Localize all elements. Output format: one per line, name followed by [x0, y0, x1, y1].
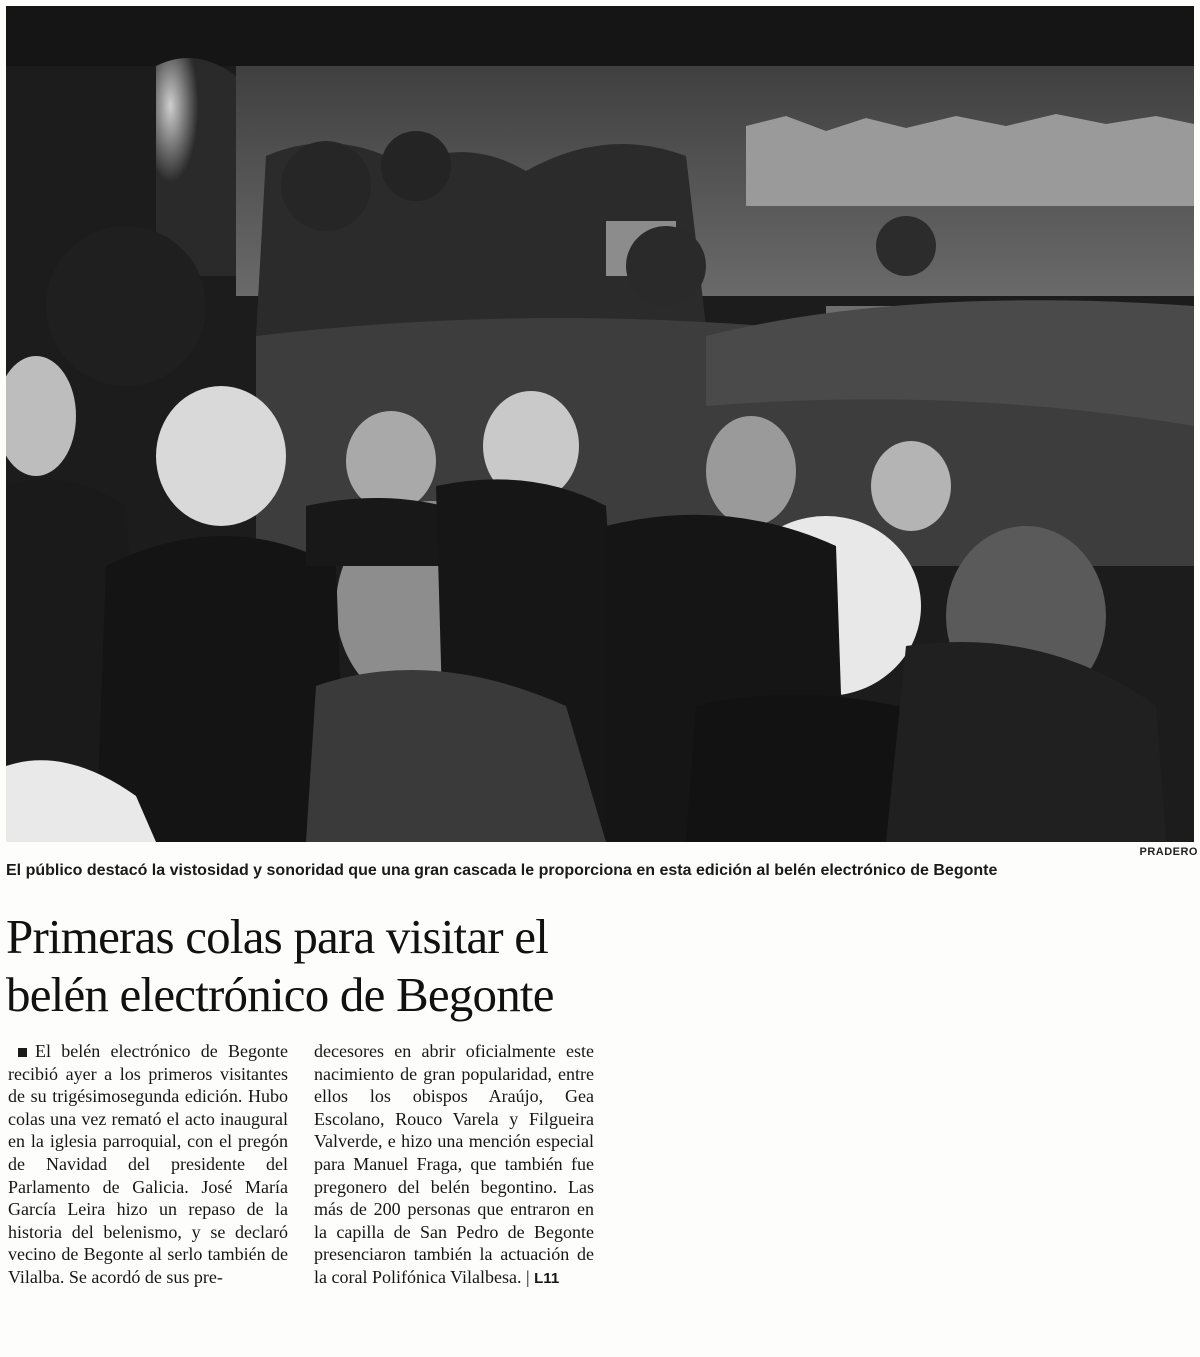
headline: Primeras colas para visitar el belén electrónico de Begonte [6, 909, 554, 1022]
column-1-text: El belén electrónico de Begonte recibió ayer a los primeros visitantes de su trigésimosegunda edición. Hubo colas una vez remató el acto inaugural en la iglesia parroquial, con el pregón de Navidad del presidente del Parlamento de Galicia. José María García Leira hizo un repaso de la historia del belenismo, y se declaró vecino de Begonte al serlo también de Vilalba. Se acordó de sus pre- [8, 1041, 288, 1287]
page-reference: L11 [534, 1269, 560, 1287]
article-column-1 [8, 1040, 288, 1289]
column-2-text: decesores en abrir oficialmente este nacimiento de gran popularidad, entre ellos los obispos Araújo, Gea Escolano, Rouco Varela y Filgueira Valverde, e hizo una mención especial para Manuel Fraga, que también fue pregonero del belén begontino. Las más de 200 personas que entraron en la capilla de San Pedro de Begonte presenciaron también la actuación de la coral Polifónica Vilalbesa. [314, 1041, 594, 1287]
nativity-scene-photo [6, 6, 1194, 842]
article-column-2: decesores en abrir oficialmente este nacimiento de gran popularidad, entre ellos los obispos Araújo, Gea Escolano, Rouco Varela y Filgueira Valverde, e hizo una mención especial para Manuel Fraga, que también fue pregonero del belén begontino. Las más de 200 personas que entraron en la capilla de San Pedro de Begonte presenciaron también la actuación de la coral Polifónica Vilalbesa. | L11 [314, 1041, 594, 1287]
photo-caption: El público destacó la vistosidad y sonoridad que una gran cascada le proporciona en esta edición al belén electrónico de Begonte [6, 862, 998, 879]
news-photo [6, 6, 1194, 842]
photo-credit: PRADERO [1139, 846, 1198, 858]
bullet-square-icon [18, 1048, 27, 1057]
